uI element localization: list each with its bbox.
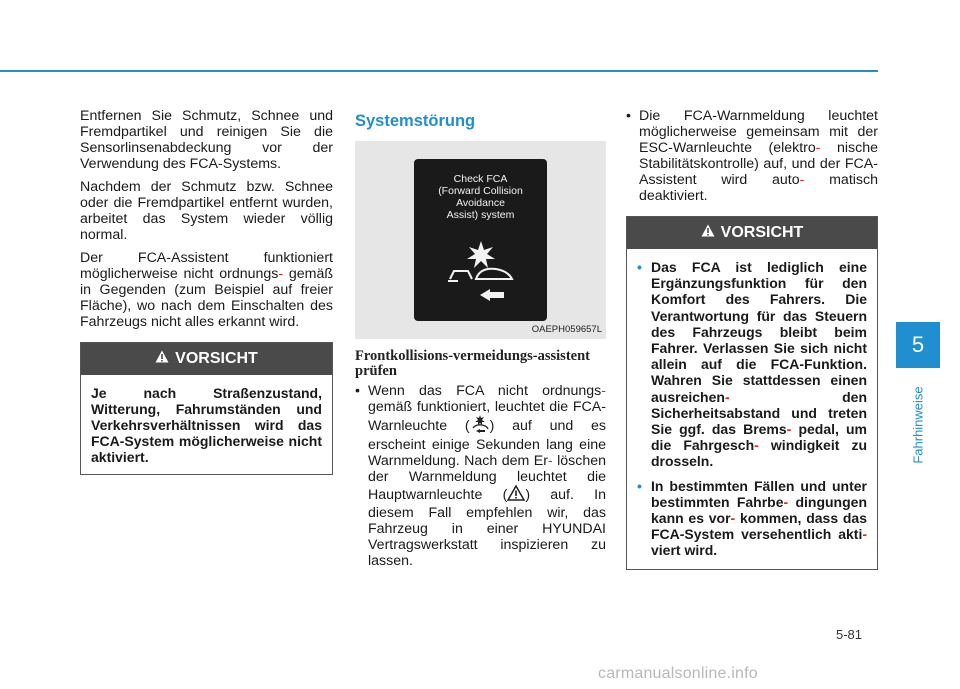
master-warning-light-icon [507,485,525,505]
list-item: • Wenn das FCA nicht ordnungs- gemäß funktioniert, leuchtet die FCA-Warnleuchte ( ) auf und es erscheint einige Sekunden lang eine Warnmeldung. Nach dem Er- löschen der Warnmeldung leuchtet die Hauptwarnleuchte ( ) auf. In diesem Fall empfehlen wir, das Fahrzeug in einer HYUNDAI Vertragswerkstatt inspizieren zu lassen. [355,383,606,569]
cluster-display [414,159,547,321]
paragraph-normal-operation: Nachdem der Schmutz bzw. Schnee oder die Fremdpartikel entfernt wurden, arbeitet das System wieder völlig normal. [80,179,333,243]
list-item: • Die FCA-Warnmeldung leuchtet möglicherweise gemeinsam mit der ESC-Warnleuchte (elektro- nische Stabilitätskontrolle) auf, und der FCA-Assistent wird auto- matisch deaktiviert. [626,108,878,204]
fca-warning-light-icon [470,415,490,437]
caution-box-left [80,342,333,475]
warning-triangle-icon [701,217,715,249]
cluster-message-figure [355,141,606,339]
page-number: 5-81 [836,627,863,642]
subsection-heading: Frontkollisions-vermeidungs-assistent prüfen [355,348,590,379]
paragraph-clean-sensor: Entfernen Sie Schmutz, Schnee und Fremdpartikel und reinigen Sie die Sensorlinsenabdeckung vor der Verwendung des FCA-Systems. [80,108,333,172]
collision-warning-icon [446,241,516,303]
watermark: carmanualsonline.info [598,665,758,682]
display-line-4: Assist) system [446,209,515,221]
bullet-list-right [626,108,878,204]
chapter-tab: 5 [896,322,940,368]
display-line-1: Check FCA [453,173,508,185]
caution-header: VORSICHT [627,217,877,249]
list-item: • In bestimmten Fällen und unter bestimmten Fahrbe- dingungen kann es vor- kommen, dass das FCA-System versehentlich akti- viert wird. [637,478,867,559]
warning-triangle-icon [155,343,169,375]
column-middle [355,108,606,573]
column-left [80,108,333,475]
display-line-2: (Forward Collision [438,185,523,197]
list-item: • Das FCA ist lediglich eine Ergänzungsfunktion für den Komfort des Fahrers. Die Verantwortung für das Steuern des Fahrzeugs bleibt beim Fahrer. Verlassen Sie sich nicht allein auf die FCA-Funktion. Wahren Sie stattdessen einen ausreichen- den Sicherheitsabstand und treten Sie ggf. das Brems- pedal, um die Fahrgesch- windigkeit zu drosseln. [637,259,867,470]
caution-list [637,259,867,559]
caution-box-right [626,216,878,570]
caution-header: VORSICHT [81,343,332,375]
display-line-3: Avoidance [456,197,505,209]
top-rule [0,70,878,72]
column-right [626,108,878,570]
paragraph-malfunction: Der FCA-Assistent funktioniert möglicherweise nicht ordnungs- gemäß in Gegenden (zum Beispiel auf freier Fläche), wo nach dem Einschalten des Fahrzeugs nicht alles erkannt wird. [80,250,333,330]
caution-text: Je nach Straßenzustand, Witterung, Fahrumständen und Verkehrsverhältnissen wird das FCA-System möglicherweise nicht aktiviert. [91,385,322,465]
section-heading: Systemstörung [355,112,476,130]
bullet-list-middle [355,383,606,569]
chapter-label: Fahrhinweise [910,386,926,464]
figure-code: OAEPH059657L [531,324,602,335]
